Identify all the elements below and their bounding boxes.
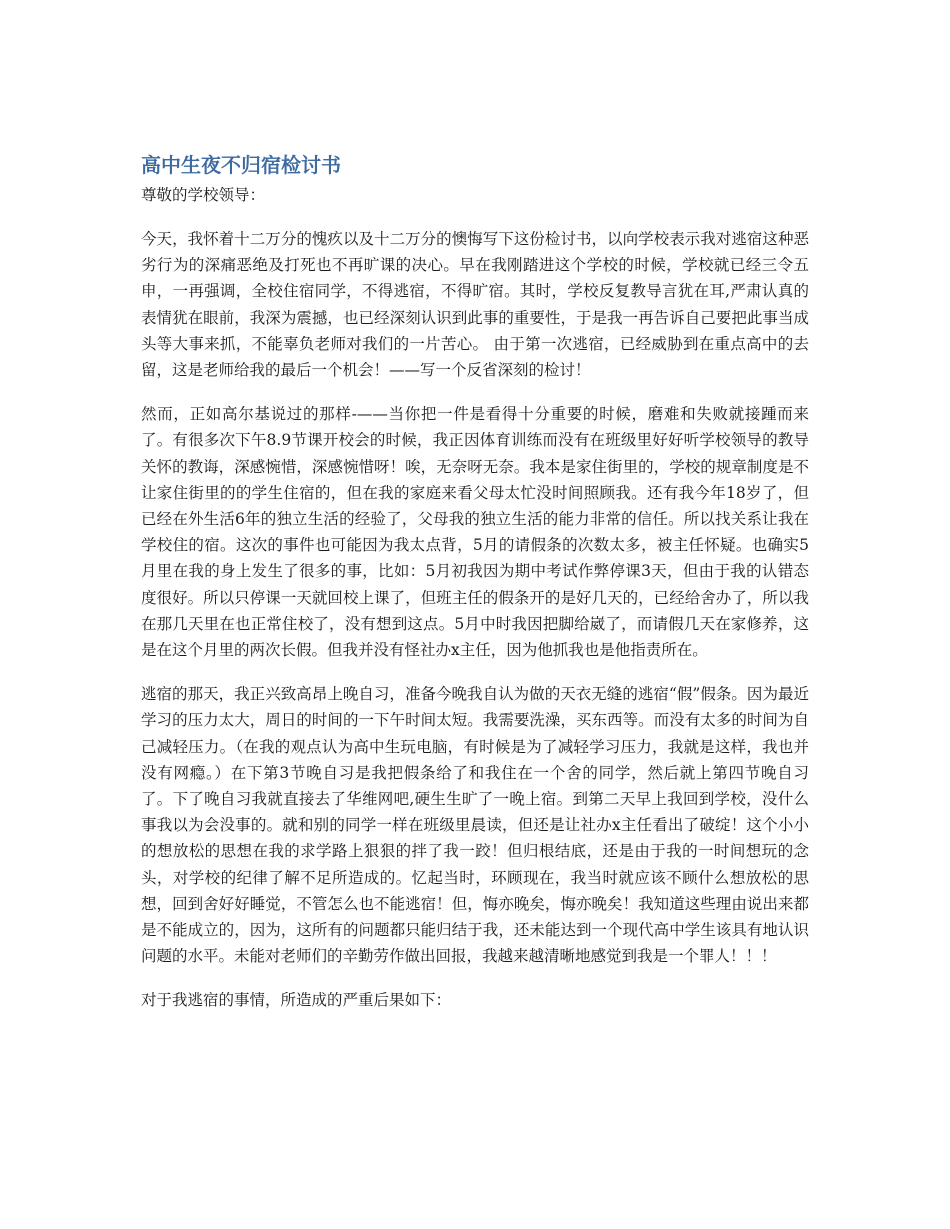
salutation: 尊敬的学校领导： <box>141 186 266 204</box>
paragraph-3: 逃宿的那天，我正兴致高昂上晚自习，准备今晚我自认为做的天衣无缝的逃宿“假”假条。因为最近学习的压力太大，周日的时间的一下午时间太短。我需要洗澡，买东西等。而没有太多的时间为自己减轻压力。（在我的观点认为高中生玩电脑，有时候是为了减轻学习压力，我就是这样，我也并没有网瘾。）在下第3节晚自习是我把假条给了和我住在一个舍的同学，然后就上第四节晚自习了。下了晚自习我就直接去了华维网吧,硬生生旷了一晚上宿。到第二天早上我回到学校，没什么事我以为会没事的。就和别的同学一样在班级里晨读，但还是让社办x主任看出了破绽！这个小小的想放松的思想在我的求学路上狠狠的拌了我一跤！但归根结底，还是由于我的一时间想玩的念头，对学校的纪律了解不足所造成的。忆起当时，环顾现在，我当时就应该不顾什么想放松的思想，回到舍好好睡觉，不管怎么也不能逃宿！但，悔亦晚矣，悔亦晚矣！我知道这些理由说出来都是不能成立的，因为，这所有的问题都只能归结于我，还未能达到一个现代高中学生该具有地认识问题的水平。未能对老师们的辛勤劳作做出回报，我越来越清晰地感觉到我是一个罪人！！！ <box>141 685 809 966</box>
paragraph-2: 然而，正如高尔基说过的那样-——当你把一件是看得十分重要的时候，磨难和失败就接踵而来了。有很多次下午8.9节课开校会的时候，我正因体育训练而没有在班级里好好听学校领导的教导关怀的教诲，深感惋惜，深感惋惜呀！唉，无奈呀无奈。我本是家住街里的，学校的规章制度是不让家住街里的的学生住宿的，但在我的家庭来看父母太忙没时间照顾我。还有我今年18岁了，但已经在外生活6年的独立生活的经验了，父母我的独立生活的能力非常的信任。所以找关系让我在学校住的宿。这次的事件也可能因为我太点背，5月的请假条的次数太多，被主任怀疑。也确实5月里在我的身上发生了很多的事，比如：5月初我因为期中考试作弊停课3天，但由于我的认错态度很好。所以只停课一天就回校上课了，但班主任的假条开的是好几天的，已经给舍办了，所以我在那几天里在也正常住校了，没有想到这点。5月中时我因把脚给崴了，而请假几天在家修养，这是在这个月里的两次长假。但我并没有怪社办x主任，因为他抓我也是他指责所在。 <box>141 405 809 660</box>
paragraph-1: 今天，我怀着十二万分的愧疚以及十二万分的懊悔写下这份检讨书，以向学校表示我对逃宿这种恶劣行为的深痛恶绝及打死也不再旷课的决心。早在我刚踏进这个学校的时候，学校就已经三令五申，一再强调，全校住宿同学，不得逃宿，不得旷宿。其时，学校反复教导言犹在耳,严肃认真的表情犹在眼前，我深为震撼，也已经深刻认识到此事的重要性，于是我一再告诉自己要把此事当成头等大事来抓，不能辜负老师对我们的一片苦心。 由于第一次逃宿，已经威胁到在重点高中的去留，这是老师给我的最后一个机会！——写一个反省深刻的检讨！ <box>141 230 809 380</box>
document-title: 高中生夜不归宿检讨书 <box>141 153 341 177</box>
document-page <box>141 150 809 1014</box>
paragraph-4: 对于我逃宿的事情，所造成的严重后果如下： <box>141 991 452 1010</box>
